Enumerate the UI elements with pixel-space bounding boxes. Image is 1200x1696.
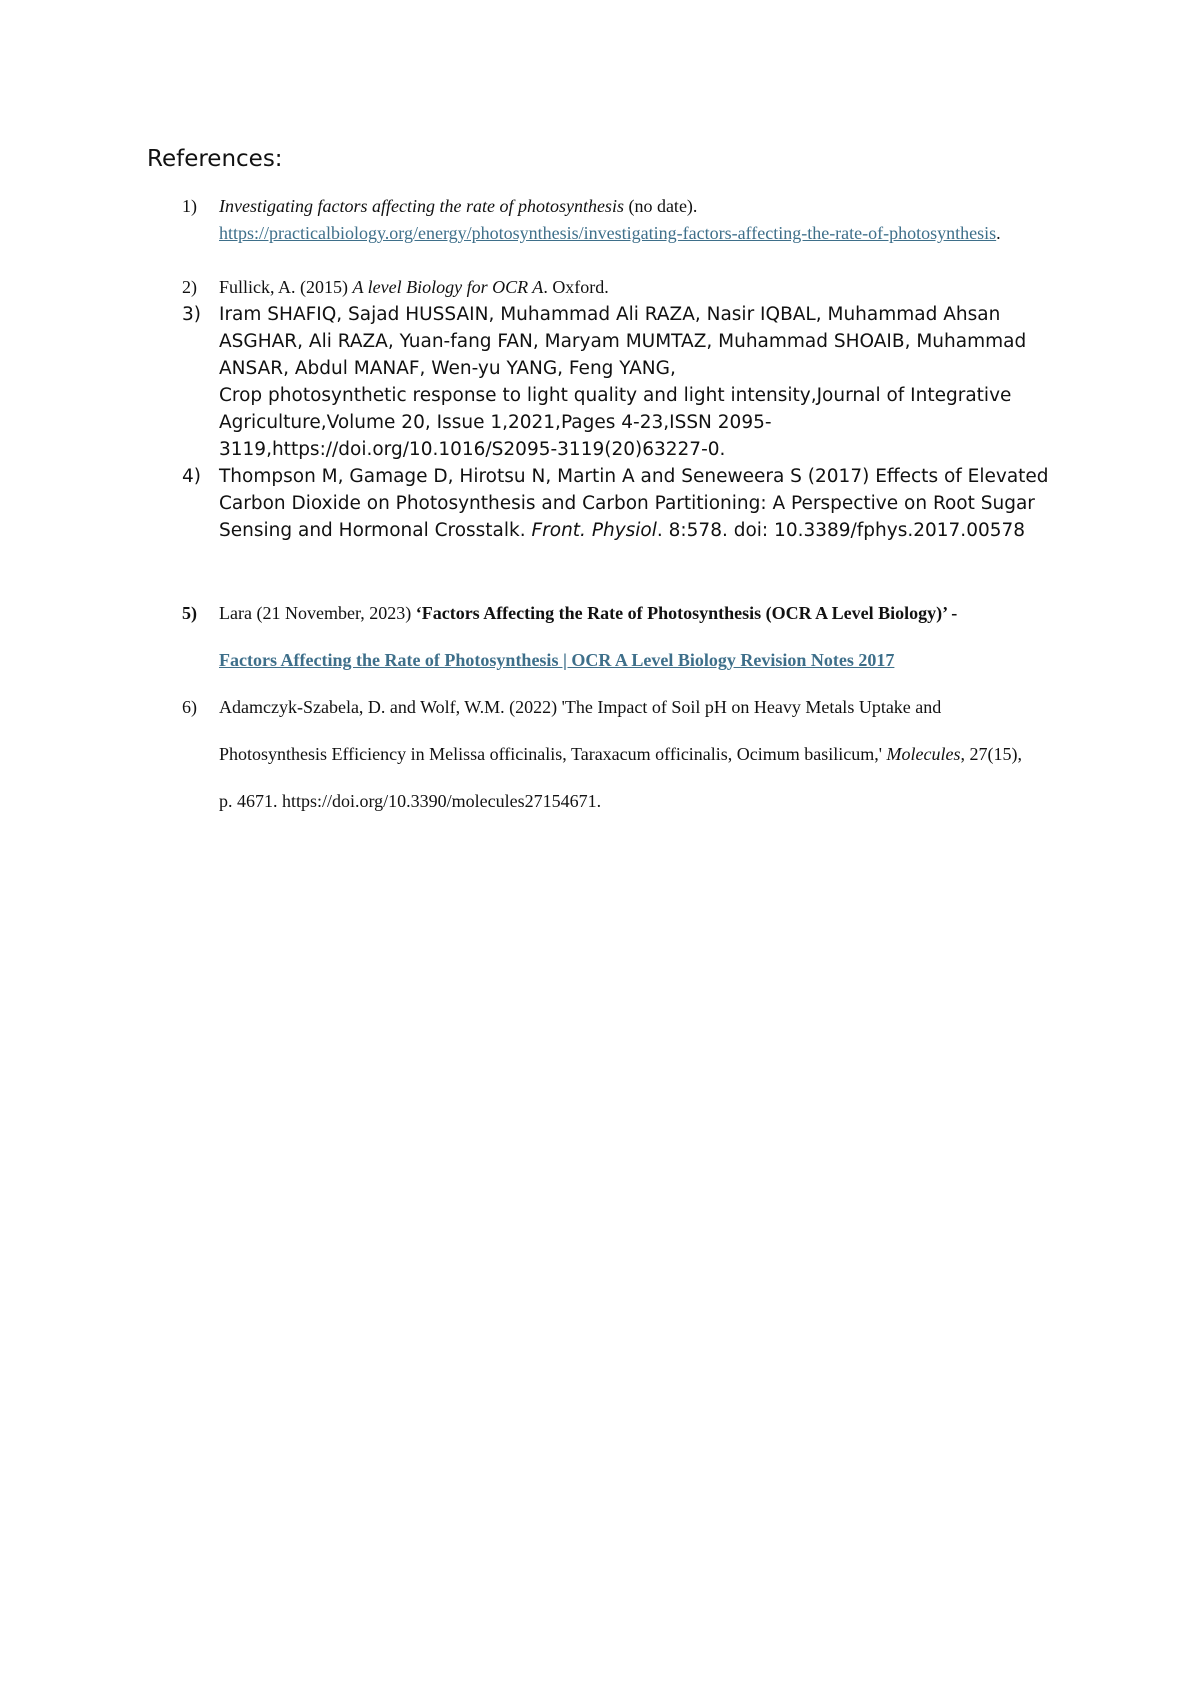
reference-text: Fullick, A. (2015) A level Biology for OCR A. Oxford. [219, 277, 609, 297]
reference-1 [182, 193, 1082, 247]
reference-text [219, 301, 1082, 463]
reference-link[interactable]: Factors Affecting the Rate of Photosynthesis | OCR A Level Biology Revision Notes 2017 [219, 650, 895, 670]
reference-title: A level Biology for OCR A [352, 277, 544, 297]
reference-number: 6) [182, 697, 197, 717]
reference-date: (no date). [623, 196, 698, 216]
reference-number: 4) [182, 466, 201, 487]
references-heading: References: [147, 146, 283, 172]
reference-number: 3) [182, 304, 201, 325]
reference-title: ‘Factors Affecting the Rate of Photosynthesis (OCR A Level Biology)’ - [415, 603, 958, 623]
reference-journal: Front. Physiol [531, 520, 657, 541]
reference-text: Investigating factors affecting the rate of photosynthesis (no date). https://practicalbiology.org/energy/photosynthesis/investigating-factors-affecting-the-rate-of-photosynthesis. [219, 196, 1001, 243]
reference-4 [182, 463, 1082, 544]
reference-5 [182, 590, 1082, 684]
reference-title: Investigating factors affecting the rate of photosynthesis [219, 196, 624, 216]
reference-author: Fullick, A. (2015) [219, 277, 353, 297]
reference-url-link[interactable]: https://practicalbiology.org/energy/photosynthesis/investigating-factors-affecting-the-rate-of-photosynthesis [219, 223, 997, 243]
reference-text: Thompson M, Gamage D, Hirotsu N, Martin A and Seneweera S (2017) Effects of Elevated Carbon Dioxide on Photosynthesis and Carbon Partitioning: A Perspective on Root Sugar Sensing and Hormonal Crosstalk. Front. Physiol. 8:578. doi: 10.3389/fphys.2017.00578 [219, 466, 1049, 541]
reference-number: 2) [182, 277, 197, 297]
reference-citation: Crop photosynthetic response to light quality and light intensity,Journal of Integrative Agriculture,Volume 20, Issue 1,2021,Pages 4-23,ISSN 2095-3119,https://doi.org/10.1016/S2095-3119(20)63227-0. [219, 385, 1012, 460]
reference-3 [182, 301, 1082, 463]
reference-authors: Iram SHAFIQ, Sajad HUSSAIN, Muhammad Ali RAZA, Nasir IQBAL, Muhammad Ahsan ASGHAR, Ali RAZA, Yuan-fang FAN, Maryam MUMTAZ, Muhammad SHOAIB, Muhammad ANSAR, Abdul MANAF, Wen-yu YANG, Feng YANG, [219, 304, 1027, 379]
reference-2 [182, 274, 1082, 301]
reference-number: 5) [182, 603, 197, 623]
reference-number: 1) [182, 196, 197, 216]
reference-text: Adamczyk-Szabela, D. and Wolf, W.M. (2022) 'The Impact of Soil pH on Heavy Metals Uptake and Photosynthesis Efficiency in Melissa officinalis, Taraxacum officinalis, Ocimum basilicum,' Molecules, 27(15), p. 4671. https://doi.org/10.3390/molecules27154671. [219, 697, 1022, 811]
reference-journal: Molecules [886, 744, 961, 764]
reference-6 [182, 684, 1082, 825]
reference-author: Lara (21 November, 2023) [219, 603, 416, 623]
reference-text [219, 590, 1082, 684]
